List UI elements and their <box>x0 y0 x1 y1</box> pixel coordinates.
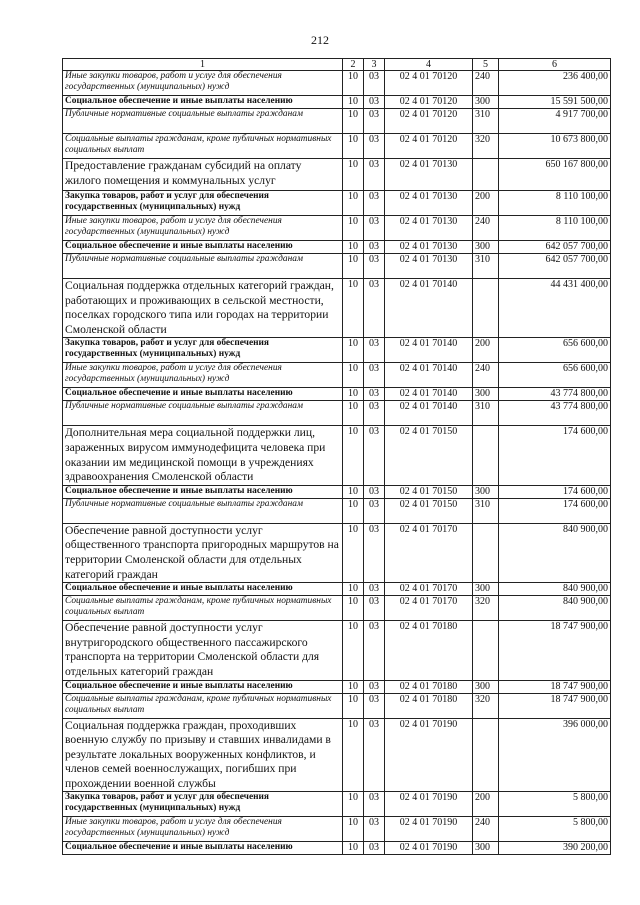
cell-section: 10 <box>343 388 364 401</box>
cell-description: Публичные нормативные социальные выплаты гражданам <box>63 109 343 134</box>
cell-expense-type: 300 <box>473 680 499 693</box>
cell-section: 10 <box>343 596 364 621</box>
cell-expense-type: 310 <box>473 254 499 279</box>
cell-amount: 8 110 100,00 <box>499 216 611 241</box>
cell-target-article: 02 4 01 70140 <box>385 388 473 401</box>
cell-subsection: 03 <box>364 523 385 582</box>
cell-description: Социальное обеспечение и иные выплаты населению <box>63 96 343 109</box>
table-row <box>63 680 611 693</box>
cell-expense-type: 200 <box>473 792 499 817</box>
table-row <box>63 485 611 498</box>
cell-subsection: 03 <box>364 583 385 596</box>
cell-target-article: 02 4 01 70120 <box>385 71 473 96</box>
cell-expense-type: 300 <box>473 241 499 254</box>
cell-expense-type: 240 <box>473 363 499 388</box>
table-row <box>63 134 611 159</box>
cell-description: Иные закупки товаров, работ и услуг для обеспечения государственных (муниципальных) нужд <box>63 363 343 388</box>
cell-expense-type: 200 <box>473 191 499 216</box>
table-row <box>63 159 611 191</box>
cell-subsection: 03 <box>364 693 385 718</box>
table-row <box>63 817 611 842</box>
cell-amount: 18 747 900,00 <box>499 680 611 693</box>
cell-description: Социальное обеспечение и иные выплаты населению <box>63 241 343 254</box>
cell-section: 10 <box>343 254 364 279</box>
cell-section: 10 <box>343 241 364 254</box>
table-row <box>63 279 611 338</box>
cell-section: 10 <box>343 279 364 338</box>
cell-expense-type: 320 <box>473 693 499 718</box>
cell-section: 10 <box>343 718 364 792</box>
cell-target-article: 02 4 01 70130 <box>385 191 473 216</box>
header-cell: 5 <box>473 59 499 71</box>
cell-section: 10 <box>343 485 364 498</box>
cell-description: Публичные нормативные социальные выплаты гражданам <box>63 498 343 523</box>
cell-section: 10 <box>343 583 364 596</box>
table-row <box>63 216 611 241</box>
cell-amount: 10 673 800,00 <box>499 134 611 159</box>
cell-amount: 18 747 900,00 <box>499 693 611 718</box>
table-row <box>63 254 611 279</box>
cell-target-article: 02 4 01 70120 <box>385 96 473 109</box>
cell-section: 10 <box>343 109 364 134</box>
header-cell: 4 <box>385 59 473 71</box>
cell-subsection: 03 <box>364 254 385 279</box>
cell-subsection: 03 <box>364 817 385 842</box>
cell-target-article: 02 4 01 70190 <box>385 718 473 792</box>
cell-expense-type <box>473 718 499 792</box>
cell-amount: 174 600,00 <box>499 426 611 485</box>
cell-description: Публичные нормативные социальные выплаты гражданам <box>63 401 343 426</box>
cell-subsection: 03 <box>364 109 385 134</box>
cell-amount: 390 200,00 <box>499 842 611 855</box>
table-row <box>63 792 611 817</box>
cell-target-article: 02 4 01 70130 <box>385 216 473 241</box>
cell-expense-type <box>473 621 499 680</box>
cell-target-article: 02 4 01 70140 <box>385 279 473 338</box>
cell-expense-type: 200 <box>473 338 499 363</box>
table-row <box>63 426 611 485</box>
cell-subsection: 03 <box>364 191 385 216</box>
cell-amount: 174 600,00 <box>499 485 611 498</box>
cell-target-article: 02 4 01 70130 <box>385 241 473 254</box>
cell-target-article: 02 4 01 70120 <box>385 109 473 134</box>
cell-section: 10 <box>343 680 364 693</box>
cell-subsection: 03 <box>364 485 385 498</box>
cell-amount: 840 900,00 <box>499 583 611 596</box>
header-cell: 2 <box>343 59 364 71</box>
header-cell: 6 <box>499 59 611 71</box>
cell-description: Социальные выплаты гражданам, кроме публичных нормативных социальных выплат <box>63 596 343 621</box>
cell-subsection: 03 <box>364 363 385 388</box>
cell-expense-type: 240 <box>473 216 499 241</box>
cell-target-article: 02 4 01 70140 <box>385 401 473 426</box>
table-row <box>63 241 611 254</box>
cell-description: Социальные выплаты гражданам, кроме публичных нормативных социальных выплат <box>63 134 343 159</box>
table-row <box>63 338 611 363</box>
cell-target-article: 02 4 01 70180 <box>385 680 473 693</box>
cell-subsection: 03 <box>364 621 385 680</box>
cell-amount: 15 591 500,00 <box>499 96 611 109</box>
cell-target-article: 02 4 01 70140 <box>385 363 473 388</box>
cell-section: 10 <box>343 426 364 485</box>
cell-amount: 43 774 800,00 <box>499 388 611 401</box>
cell-description: Иные закупки товаров, работ и услуг для обеспечения государственных (муниципальных) нужд <box>63 817 343 842</box>
cell-description: Социальное обеспечение и иные выплаты населению <box>63 485 343 498</box>
cell-amount: 4 917 700,00 <box>499 109 611 134</box>
cell-amount: 642 057 700,00 <box>499 241 611 254</box>
cell-subsection: 03 <box>364 498 385 523</box>
table-row <box>63 109 611 134</box>
cell-expense-type <box>473 523 499 582</box>
cell-description: Закупка товаров, работ и услуг для обеспечения государственных (муниципальных) нужд <box>63 792 343 817</box>
cell-description: Социальное обеспечение и иные выплаты населению <box>63 388 343 401</box>
table-row <box>63 363 611 388</box>
cell-expense-type: 240 <box>473 817 499 842</box>
cell-section: 10 <box>343 693 364 718</box>
cell-description: Социальные выплаты гражданам, кроме публичных нормативных социальных выплат <box>63 693 343 718</box>
table-row <box>63 498 611 523</box>
cell-expense-type: 300 <box>473 583 499 596</box>
cell-amount: 18 747 900,00 <box>499 621 611 680</box>
cell-subsection: 03 <box>364 96 385 109</box>
cell-subsection: 03 <box>364 401 385 426</box>
cell-amount: 236 400,00 <box>499 71 611 96</box>
cell-target-article: 02 4 01 70180 <box>385 693 473 718</box>
cell-subsection: 03 <box>364 159 385 191</box>
cell-section: 10 <box>343 842 364 855</box>
page-number: 212 <box>311 33 329 47</box>
cell-target-article: 02 4 01 70170 <box>385 523 473 582</box>
cell-section: 10 <box>343 134 364 159</box>
cell-description: Социальное обеспечение и иные выплаты населению <box>63 680 343 693</box>
cell-amount: 396 000,00 <box>499 718 611 792</box>
cell-amount: 5 800,00 <box>499 817 611 842</box>
cell-amount: 43 774 800,00 <box>499 401 611 426</box>
cell-expense-type: 310 <box>473 498 499 523</box>
cell-section: 10 <box>343 338 364 363</box>
cell-amount: 656 600,00 <box>499 338 611 363</box>
cell-description: Социальное обеспечение и иные выплаты населению <box>63 583 343 596</box>
cell-description: Иные закупки товаров, работ и услуг для обеспечения государственных (муниципальных) нужд <box>63 71 343 96</box>
cell-expense-type: 300 <box>473 388 499 401</box>
header-cell: 1 <box>63 59 343 71</box>
cell-description: Дополнительная мера социальной поддержки лиц, зараженных вирусом иммунодефицита человека при оказании им медицинской помощи в учреждениях здравоохранения Смоленской области <box>63 426 343 485</box>
table-row <box>63 71 611 96</box>
cell-target-article: 02 4 01 70150 <box>385 485 473 498</box>
cell-subsection: 03 <box>364 388 385 401</box>
table-row <box>63 388 611 401</box>
header-row <box>63 59 611 71</box>
cell-section: 10 <box>343 792 364 817</box>
cell-section: 10 <box>343 159 364 191</box>
cell-expense-type <box>473 426 499 485</box>
cell-description: Закупка товаров, работ и услуг для обеспечения государственных (муниципальных) нужд <box>63 338 343 363</box>
cell-target-article: 02 4 01 70130 <box>385 159 473 191</box>
cell-subsection: 03 <box>364 842 385 855</box>
cell-target-article: 02 4 01 70130 <box>385 254 473 279</box>
cell-target-article: 02 4 01 70170 <box>385 583 473 596</box>
table-row <box>63 621 611 680</box>
cell-subsection: 03 <box>364 338 385 363</box>
cell-target-article: 02 4 01 70190 <box>385 817 473 842</box>
cell-amount: 44 431 400,00 <box>499 279 611 338</box>
cell-target-article: 02 4 01 70140 <box>385 338 473 363</box>
cell-amount: 174 600,00 <box>499 498 611 523</box>
cell-description: Предоставление гражданам субсидий на оплату жилого помещения и коммунальных услуг <box>63 159 343 191</box>
cell-description: Социальная поддержка отдельных категорий граждан, работающих и проживающих в сельской местности, поселках городского типа или городах на территории Смоленской области <box>63 279 343 338</box>
cell-expense-type: 300 <box>473 96 499 109</box>
table-row <box>63 693 611 718</box>
cell-subsection: 03 <box>364 71 385 96</box>
cell-subsection: 03 <box>364 596 385 621</box>
cell-section: 10 <box>343 71 364 96</box>
cell-expense-type: 240 <box>473 71 499 96</box>
cell-section: 10 <box>343 817 364 842</box>
cell-subsection: 03 <box>364 792 385 817</box>
table-row <box>63 583 611 596</box>
cell-description: Социальная поддержка граждан, проходивших военную службу по призыву и ставших инвалидами в результате локальных вооруженных конфликтов, и членов семей военнослужащих, погибших при прохождении военной службы <box>63 718 343 792</box>
table-row <box>63 523 611 582</box>
budget-table <box>62 58 611 855</box>
cell-expense-type <box>473 159 499 191</box>
cell-expense-type: 320 <box>473 596 499 621</box>
table-row <box>63 96 611 109</box>
cell-target-article: 02 4 01 70170 <box>385 596 473 621</box>
cell-subsection: 03 <box>364 718 385 792</box>
table-row <box>63 718 611 792</box>
cell-section: 10 <box>343 498 364 523</box>
cell-subsection: 03 <box>364 216 385 241</box>
cell-expense-type: 310 <box>473 109 499 134</box>
cell-section: 10 <box>343 523 364 582</box>
cell-amount: 642 057 700,00 <box>499 254 611 279</box>
cell-subsection: 03 <box>364 680 385 693</box>
cell-section: 10 <box>343 216 364 241</box>
cell-subsection: 03 <box>364 426 385 485</box>
cell-expense-type: 300 <box>473 842 499 855</box>
table-row <box>63 842 611 855</box>
cell-description: Закупка товаров, работ и услуг для обеспечения государственных (муниципальных) нужд <box>63 191 343 216</box>
cell-expense-type <box>473 279 499 338</box>
cell-target-article: 02 4 01 70190 <box>385 842 473 855</box>
cell-amount: 840 900,00 <box>499 596 611 621</box>
cell-amount: 840 900,00 <box>499 523 611 582</box>
cell-subsection: 03 <box>364 134 385 159</box>
cell-section: 10 <box>343 191 364 216</box>
header-cell: 3 <box>364 59 385 71</box>
cell-description: Социальное обеспечение и иные выплаты населению <box>63 842 343 855</box>
cell-description: Обеспечение равной доступности услуг общественного транспорта пригородных маршрутов на территории Смоленской области для отдельных категорий граждан <box>63 523 343 582</box>
cell-section: 10 <box>343 621 364 680</box>
cell-amount: 8 110 100,00 <box>499 191 611 216</box>
cell-target-article: 02 4 01 70120 <box>385 134 473 159</box>
table-row <box>63 191 611 216</box>
cell-amount: 656 600,00 <box>499 363 611 388</box>
cell-subsection: 03 <box>364 241 385 254</box>
cell-section: 10 <box>343 363 364 388</box>
cell-expense-type: 320 <box>473 134 499 159</box>
cell-target-article: 02 4 01 70180 <box>385 621 473 680</box>
table-row <box>63 401 611 426</box>
cell-target-article: 02 4 01 70190 <box>385 792 473 817</box>
cell-expense-type: 310 <box>473 401 499 426</box>
cell-amount: 650 167 800,00 <box>499 159 611 191</box>
table-row <box>63 596 611 621</box>
cell-amount: 5 800,00 <box>499 792 611 817</box>
cell-expense-type: 300 <box>473 485 499 498</box>
cell-section: 10 <box>343 96 364 109</box>
cell-section: 10 <box>343 401 364 426</box>
cell-target-article: 02 4 01 70150 <box>385 426 473 485</box>
cell-target-article: 02 4 01 70150 <box>385 498 473 523</box>
cell-description: Обеспечение равной доступности услуг внутригородского общественного пассажирского транспорта на территории Смоленской области для отдельных категорий граждан <box>63 621 343 680</box>
cell-description: Иные закупки товаров, работ и услуг для обеспечения государственных (муниципальных) нужд <box>63 216 343 241</box>
budget-table-body <box>63 59 611 855</box>
cell-subsection: 03 <box>364 279 385 338</box>
cell-description: Публичные нормативные социальные выплаты гражданам <box>63 254 343 279</box>
